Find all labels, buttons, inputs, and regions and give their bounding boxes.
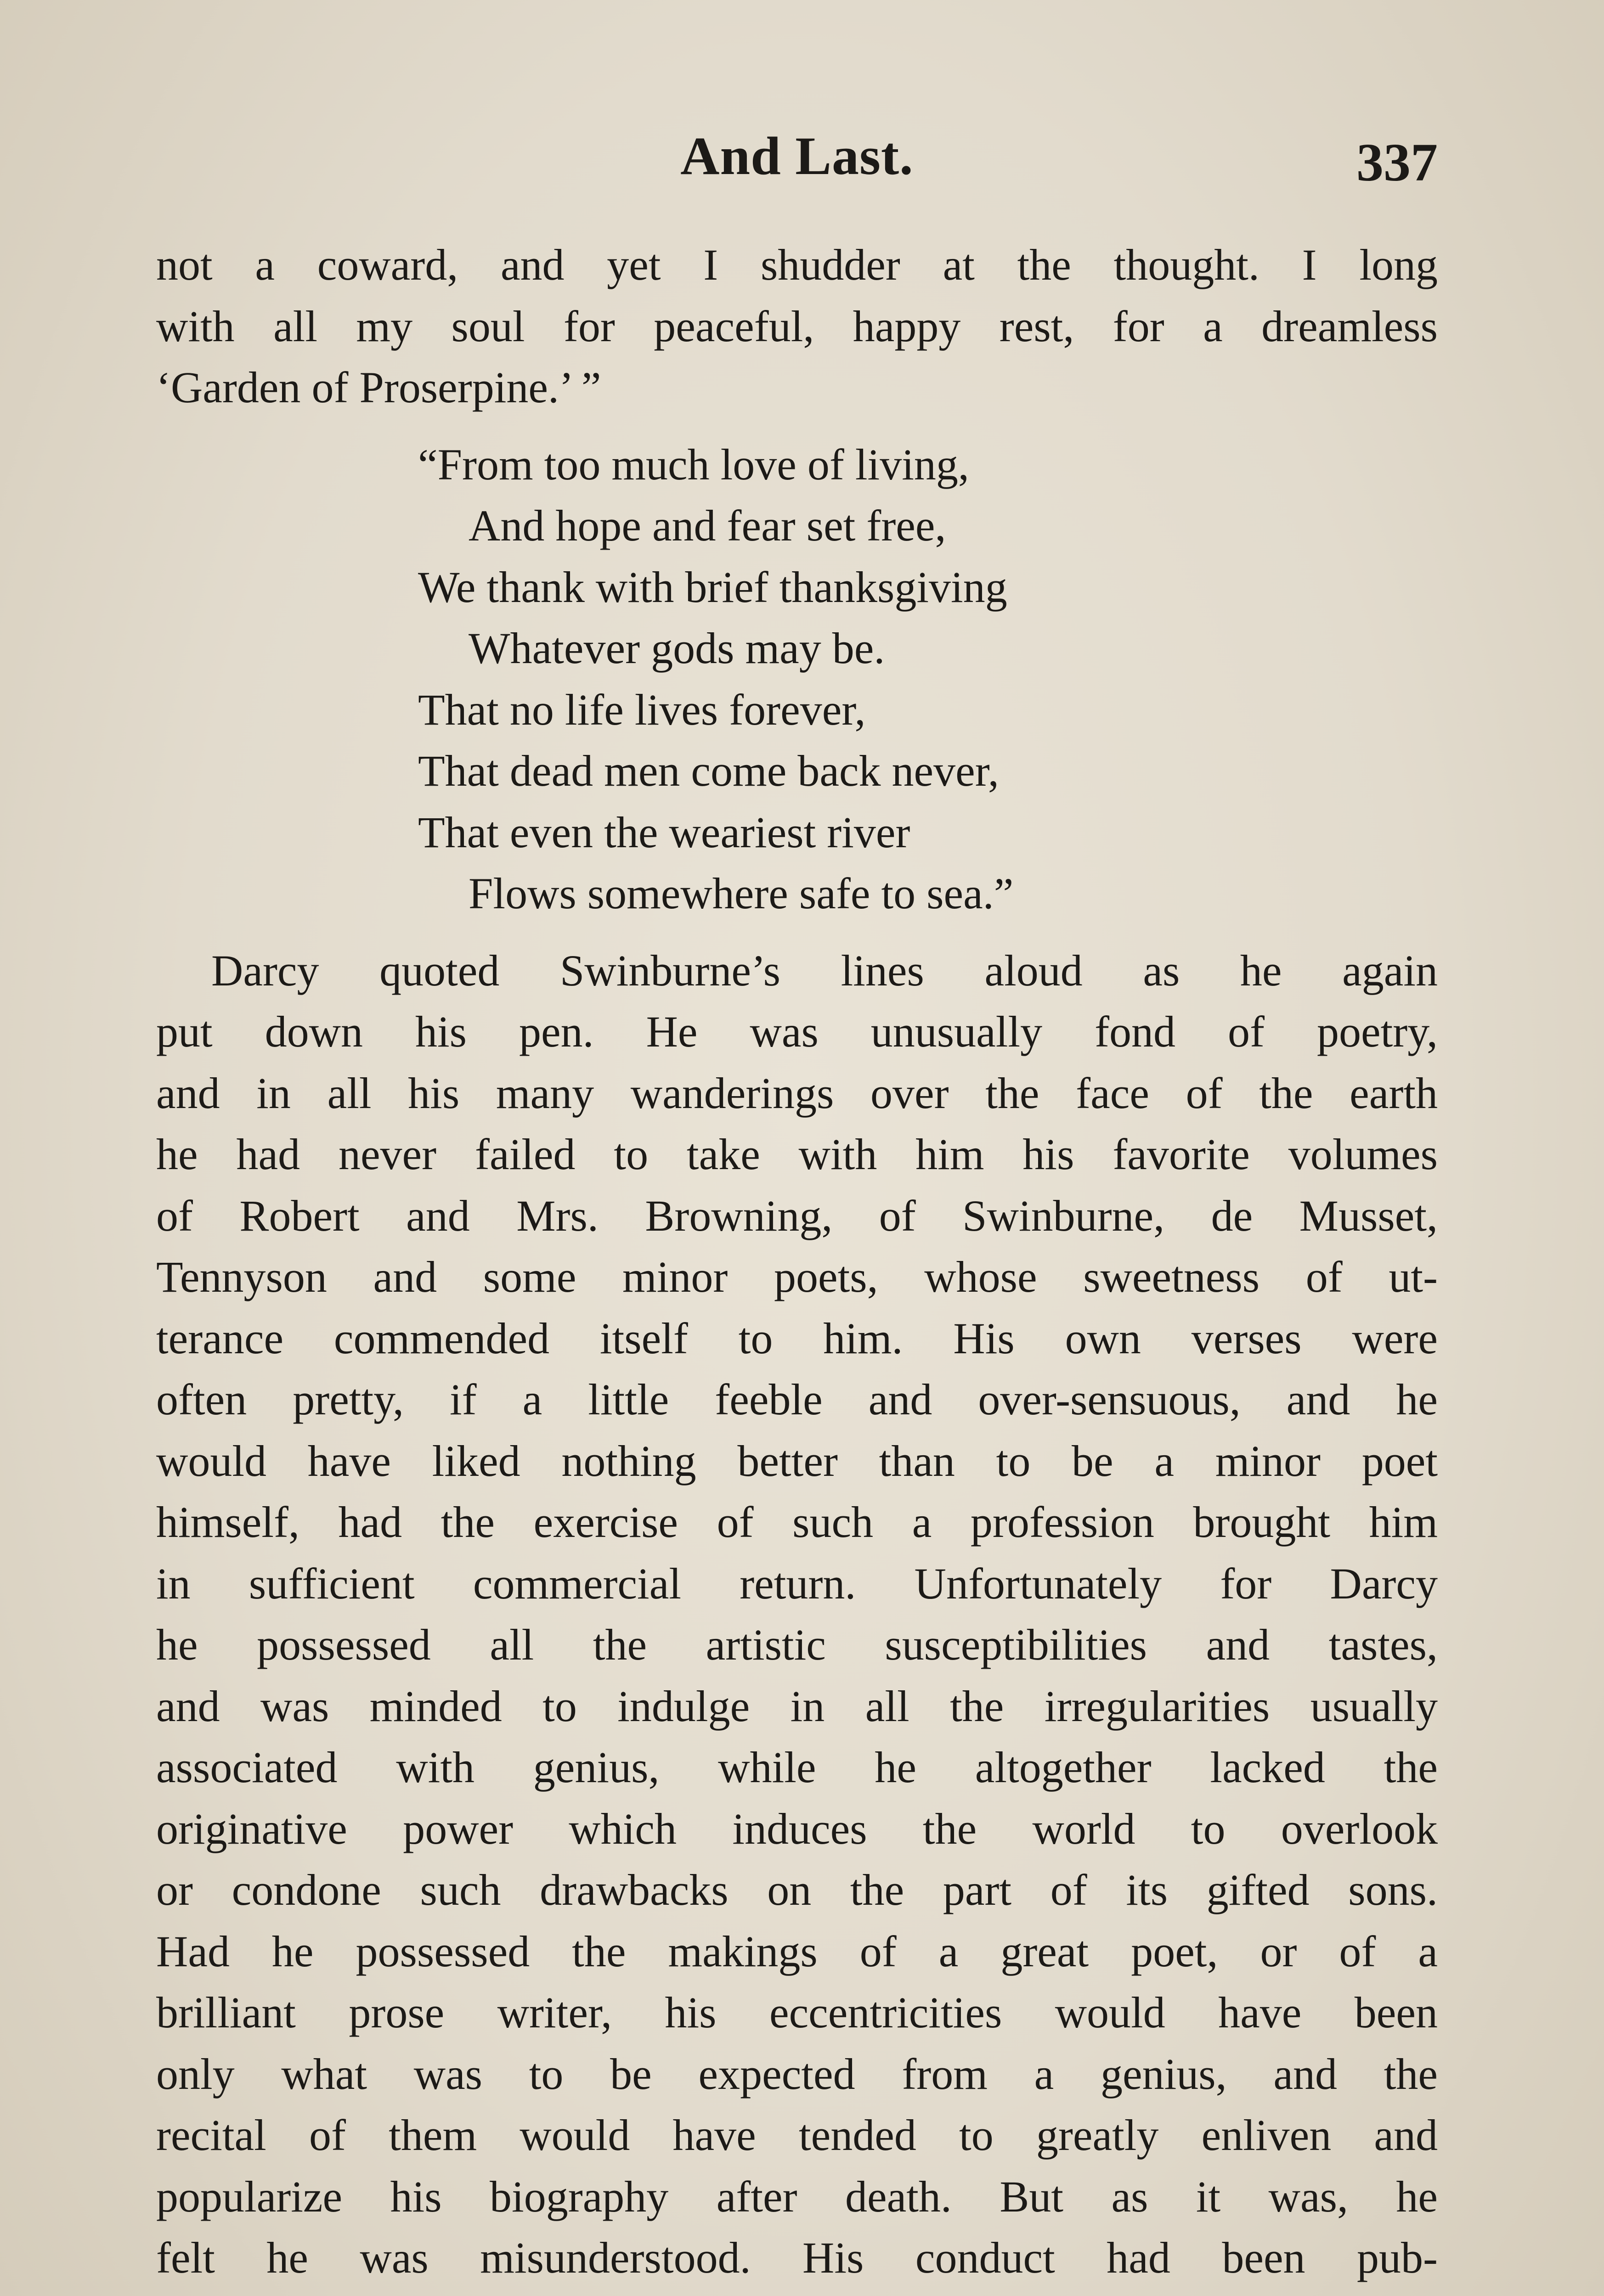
verse-line: That no life lives forever, <box>418 685 866 734</box>
text-line: brilliant prose writer, his eccentricities would have been <box>156 1988 1438 2037</box>
text-line: often pretty, if a little feeble and over-sensuous, and he <box>156 1375 1438 1424</box>
text-line: felt he was misunderstood. His conduct had been pub- <box>156 2233 1438 2282</box>
verse-line: “From too much love of living, <box>418 439 969 489</box>
text-line: ‘Garden of Proserpine.’ ” <box>156 363 601 412</box>
text-line: put down his pen. He was unusually fond of poetry, <box>156 1007 1438 1056</box>
text-line: Tennyson and some minor poets, whose sweetness of ut- <box>156 1252 1438 1301</box>
text-line: he had never failed to take with him his favorite volumes <box>156 1130 1438 1179</box>
text-line: he possessed all the artistic susceptibilities and tastes, <box>156 1620 1438 1669</box>
verse-line: And hope and fear set free, <box>469 501 946 550</box>
text-line: in sufficient commercial return. Unfortunately for Darcy <box>156 1559 1438 1608</box>
verse-line: That even the weariest river <box>418 807 910 857</box>
page-number: 337 <box>1356 132 1438 192</box>
text-line: would have liked nothing better than to be a minor poet <box>156 1436 1438 1486</box>
text-line: recital of them would have tended to greatly enliven and <box>156 2110 1438 2160</box>
chapter-title: And Last. <box>680 126 914 186</box>
text-line: and was minded to indulge in all the irregularities usually <box>156 1681 1438 1731</box>
text-line: or condone such drawbacks on the part of its gifted sons. <box>156 1865 1438 1914</box>
text-line: of Robert and Mrs. Browning, of Swinburne, de Musset, <box>156 1191 1438 1240</box>
text-line: not a coward, and yet I shudder at the thought. I long <box>156 240 1438 289</box>
text-line: Darcy quoted Swinburne’s lines aloud as he again <box>211 945 1438 995</box>
text-line: himself, had the exercise of such a profession brought him <box>156 1497 1438 1547</box>
opening-paragraph <box>156 234 1438 418</box>
text-line: popularize his biography after death. But as it was, he <box>156 2172 1438 2221</box>
text-line: only what was to be expected from a genius, and the <box>156 2049 1438 2099</box>
text-line: terance commended itself to him. His own verses were <box>156 1313 1438 1363</box>
text-line: associated with genius, while he altogether lacked the <box>156 1743 1438 1792</box>
running-head <box>156 125 1438 198</box>
verse-quotation <box>418 434 1438 924</box>
verse-line: Flows somewhere safe to sea.” <box>469 869 1014 918</box>
body-text <box>156 234 1438 2289</box>
text-line: originative power which induces the world to overlook <box>156 1804 1438 1853</box>
verse-line: We thank with brief thanksgiving <box>418 562 1007 612</box>
text-line: Had he possessed the makings of a great poet, or of a <box>156 1926 1438 1976</box>
text-line: and in all his many wanderings over the face of the earth <box>156 1068 1438 1118</box>
verse-line: Whatever gods may be. <box>469 624 885 673</box>
main-paragraph <box>156 940 1438 2289</box>
verse-line: That dead men come back never, <box>418 746 999 795</box>
text-line: with all my soul for peaceful, happy rest, for a dreamless <box>156 301 1438 351</box>
